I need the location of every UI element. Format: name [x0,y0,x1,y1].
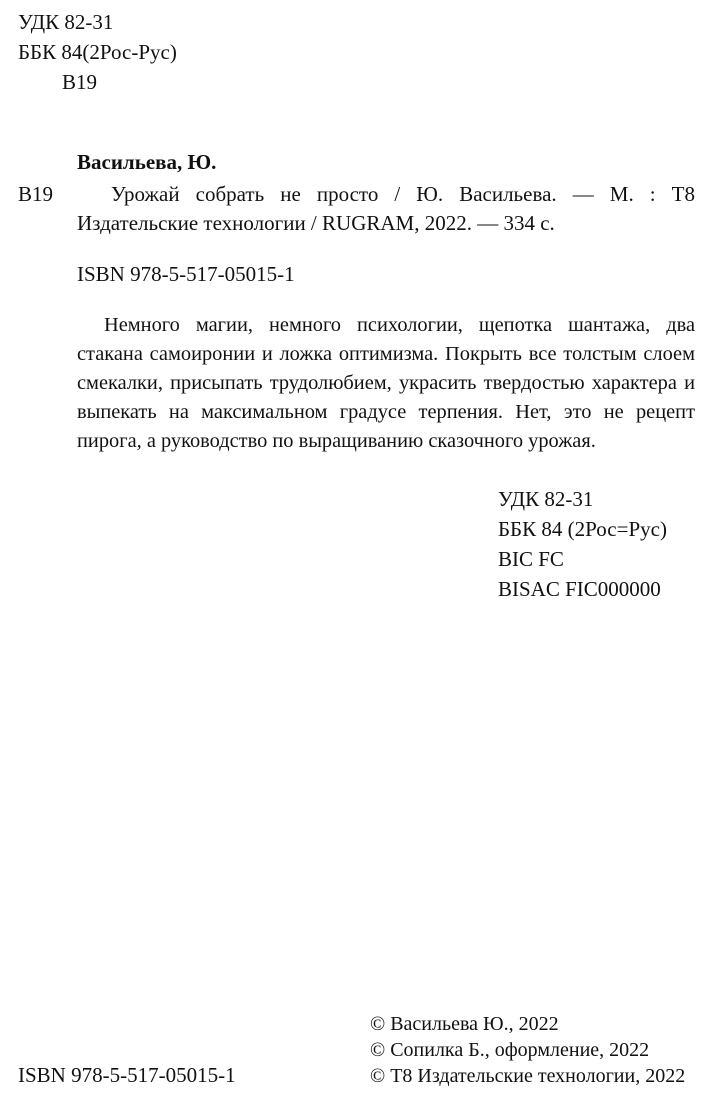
classification-block [498,484,667,604]
bbk-code: ББК 84 (2Рос=Рус) [498,517,667,541]
copyright-block [370,1011,685,1089]
author-heading: Васильева, Ю. [77,150,217,174]
annotation-paragraph: Немного магии, немного психологии, щепотка шантажа, два стакана самоиронии и ложка оптимизма. Покрыть все толстым слоем смекалки, присыпать трудолюбием, украсить твердостью характера и выпекать на максимальном градусе терпения. Нет, это не рецепт пирога, а руководство по выращиванию сказочного урожая. [77,314,695,452]
author-sign-side: В19 [18,182,54,206]
bibliographic-line-1: Урожай собрать не просто / Ю. Васильева. — М. : Т8 [111,182,695,206]
copyright-line: © Т8 Издательские технологии, 2022 [370,1065,686,1087]
bibliographic-line-2: Издательские технологии / RUGRAM, 2022. — 334 с. [77,211,555,235]
bisac-code: BISAC FIC000000 [498,577,661,601]
isbn-main: ISBN 978-5-517-05015-1 [77,262,295,286]
author-sign-top: В19 [62,70,98,94]
udk-code-top: УДК 82-31 [18,10,114,34]
bic-code: BIC FC [498,547,564,571]
bbk-code-top: ББК 84(2Рос-Рус) [18,40,177,64]
copyright-line: © Сопилка Б., оформление, 2022 [370,1039,650,1061]
isbn-footer: ISBN 978-5-517-05015-1 [18,1063,236,1087]
copyright-line: © Васильева Ю., 2022 [370,1013,559,1035]
udk-code: УДК 82-31 [498,487,594,511]
